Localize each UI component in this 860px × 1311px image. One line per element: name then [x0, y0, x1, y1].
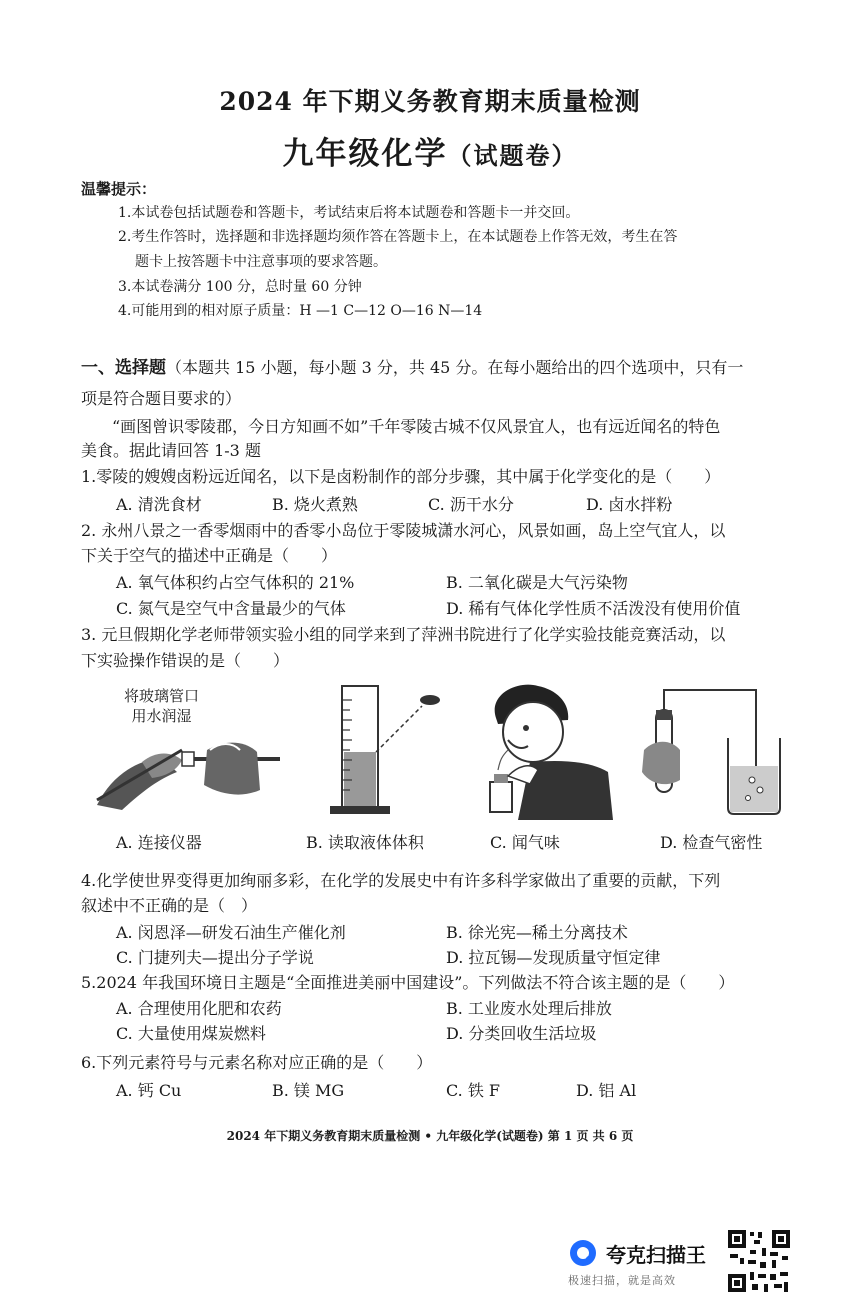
scanner-slogan: 极速扫描，就是高效: [568, 1274, 676, 1287]
section-title: 一、选择题: [81, 358, 166, 378]
tips-heading: 温馨提示：: [81, 180, 157, 198]
eye-icon: [420, 695, 440, 705]
question-5-stem: 5.2024 年我国环境日主题是“全面推进美丽中国建设”。下列做法不符合该主题的是（ ）: [81, 973, 735, 992]
q5-option-b: B. 工业废水处理后排放: [446, 999, 612, 1018]
tip-2-cont: 题卡上按答题卡中注意事项的要求答题。: [135, 254, 387, 270]
question-1-stem: 1.零陵的嫂嫂卤粉远近闻名，以下是卤粉制作的部分步骤，其中属于化学变化的是（ ）: [81, 467, 721, 486]
figure-smell: [478, 680, 618, 820]
intro-line-1: “画图曾识零陵郡，今日方知画不如”千年零陵古城不仅风景宜人，也有远近闻名的特色: [112, 417, 721, 436]
q2-option-d: D. 稀有气体化学性质不活泼没有使用价值: [446, 599, 741, 618]
tip-2: 2.考生作答时，选择题和非选择题均须作答在答题卡上，在本试题卷上作答无效，考生在答: [118, 229, 678, 245]
graduated-cylinder-icon: [320, 680, 470, 820]
qr-code-icon: [726, 1228, 792, 1294]
tip-1: 1.本试卷包括试题卷和答题卡，考试结束后将本试题卷和答题卡一并交回。: [118, 205, 580, 221]
tip-4: 4.可能用到的相对原子质量：H —1 C—12 O—16 N—14: [118, 303, 483, 319]
q4-option-a: A. 闵恩泽—研发石油生产催化剂: [116, 923, 346, 942]
q4-option-d: D. 拉瓦锡—发现质量守恒定律: [446, 948, 661, 967]
section-desc: （本题共 15 小题，每小题 3 分，共 45 分。在每小题给出的四个选项中，只有一: [166, 358, 744, 377]
question-2-stem: 2. 永州八景之一香零烟雨中的香零小岛位于零陵城潇水河心，风景如画，岛上空气宜人，以: [81, 521, 726, 540]
question-3-stem: 3. 元旦假期化学老师带领实验小组的同学来到了萍洲书院进行了化学实验技能竞赛活动，以: [81, 625, 726, 644]
question-3-stem-cont: 下实验操作错误的是（ ）: [81, 651, 290, 670]
q6-option-c: C. 铁 F: [446, 1081, 501, 1100]
q3-option-c: C. 闻气味: [490, 833, 560, 852]
subject-title: [0, 128, 860, 173]
q2-option-a: A. 氧气体积约占空气体积的 21%: [116, 573, 355, 592]
q4-option-b: B. 徐光宪—稀土分离技术: [446, 923, 628, 942]
question-4-stem: 4.化学使世界变得更加绚丽多彩，在化学的发展史中有许多科学家做出了重要的贡献，下列: [81, 871, 721, 890]
q6-option-a: A. 钙 Cu: [116, 1081, 182, 1100]
scanner-watermark: [568, 1238, 706, 1288]
quark-logo-icon: [568, 1238, 598, 1268]
q2-option-c: C. 氮气是空气中含量最少的气体: [116, 599, 346, 618]
q3-option-a: A. 连接仪器: [116, 833, 202, 852]
section-desc-cont: 项是符合题目要求的）: [81, 389, 242, 408]
q4-option-c: C. 门捷列夫—提出分子学说: [116, 948, 314, 967]
person-smelling-icon: [478, 680, 618, 820]
figure-connect-instrument: [82, 680, 292, 820]
q1-option-c: C. 沥干水分: [428, 495, 514, 514]
q6-option-b: B. 镁 MG: [272, 1081, 345, 1100]
subject-suffix: （试题卷）: [447, 141, 578, 170]
intro-line-2: 美食。据此请回答 1-3 题: [81, 441, 261, 460]
page-footer: 2024 年下期义务教育期末质量检测 • 九年级化学(试题卷) 第 1 页 共 6 页: [226, 1129, 634, 1143]
q3-option-b: B. 读取液体体积: [306, 833, 424, 852]
q2-option-b: B. 二氧化碳是大气污染物: [446, 573, 628, 592]
subject-name: 九年级化学: [282, 136, 448, 172]
exam-title: 2024 年下期义务教育期末质量检测: [219, 87, 641, 116]
question-2-stem-cont: 下关于空气的描述中正确是（ ）: [81, 546, 338, 565]
hands-glass-tube-icon: [82, 680, 292, 820]
q1-option-b: B. 烧火煮熟: [272, 495, 358, 514]
q1-option-a: A. 清洗食材: [116, 495, 202, 514]
section-header: [81, 356, 743, 380]
figure-read-volume: [320, 680, 470, 820]
figure-airtightness: [636, 680, 786, 820]
q1-option-d: D. 卤水拌粉: [586, 495, 673, 514]
figure-a-caption: 将玻璃管口 用水润湿: [124, 687, 200, 725]
tip-3: 3.本试卷满分 100 分，总时量 60 分钟: [118, 279, 362, 295]
q3-option-d: D. 检查气密性: [660, 833, 763, 852]
q6-option-d: D. 铝 Al: [576, 1081, 637, 1100]
question-6-stem: 6.下列元素符号与元素名称对应正确的是（ ）: [81, 1053, 433, 1072]
test-tube-beaker-icon: [636, 680, 786, 820]
question-4-stem-cont: 叙述中不正确的是（ ）: [81, 896, 258, 915]
scanner-brand-name: 夸克扫描王: [606, 1242, 706, 1267]
q5-option-a: A. 合理使用化肥和农药: [116, 999, 282, 1018]
q5-option-d: D. 分类回收生活垃圾: [446, 1024, 597, 1043]
q5-option-c: C. 大量使用煤炭燃料: [116, 1024, 266, 1043]
